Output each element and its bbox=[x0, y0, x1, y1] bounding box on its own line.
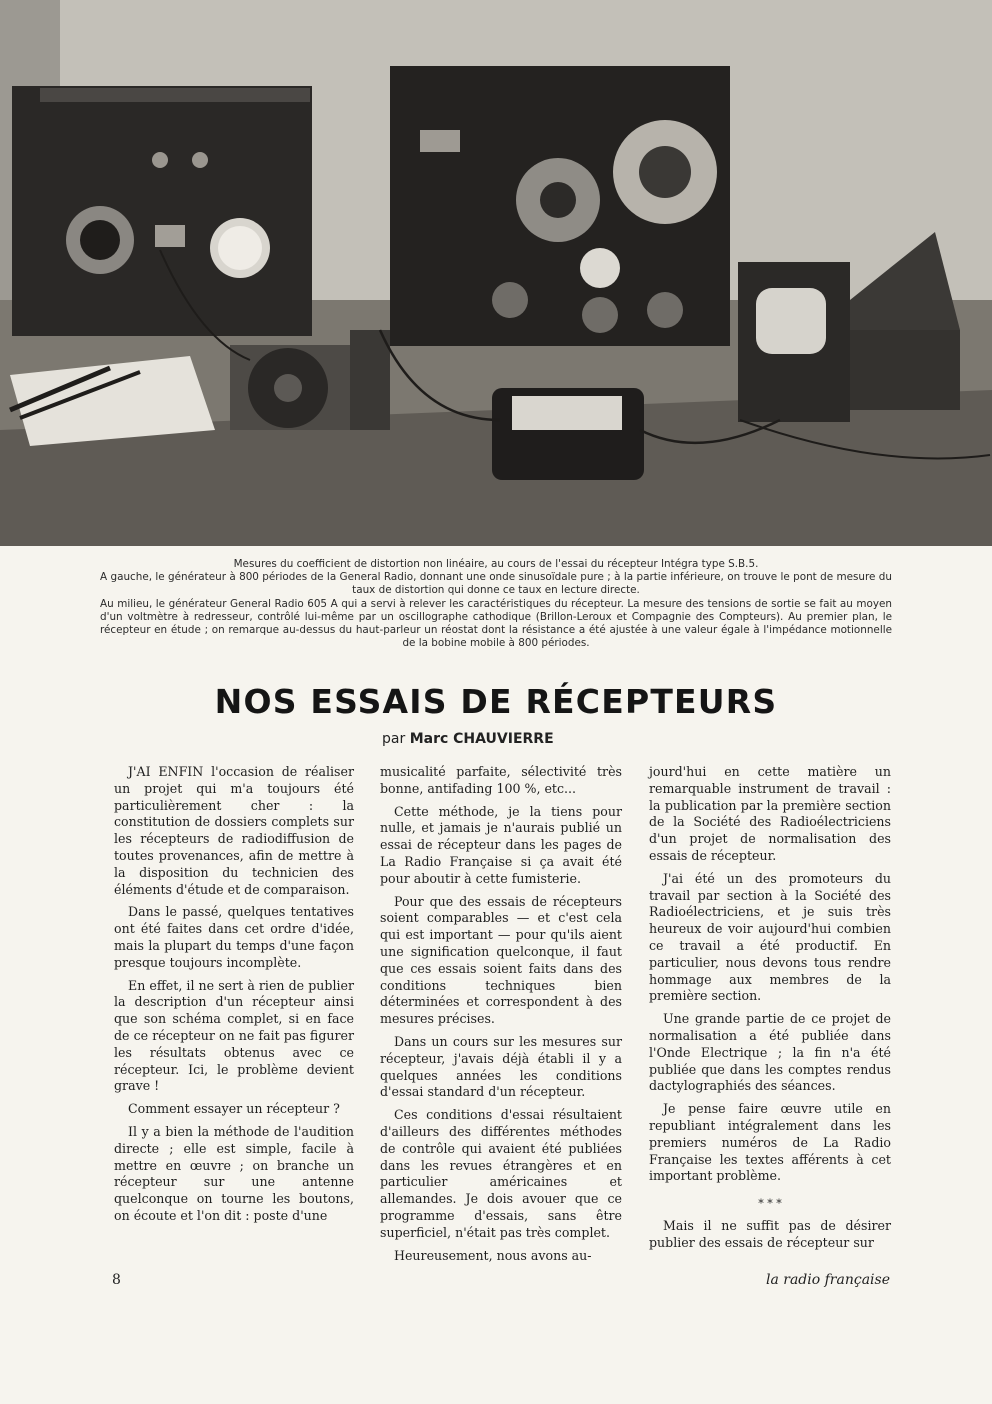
paragraph: musicalité parfaite, sélectivité très bonne, antifading 100 %, etc... bbox=[380, 764, 622, 796]
column-2 bbox=[380, 764, 622, 1270]
photo-caption bbox=[100, 558, 892, 650]
paragraph: Il y a bien la méthode de l'audition directe ; elle est simple, facile à mettre en œuvre ; on branche un récepteur sur une antenne quelconque on tourne les boutons, on écoute et l'on dit : poste d'une bbox=[114, 1123, 354, 1223]
column-1 bbox=[114, 764, 354, 1231]
paragraph: J'AI ENFIN l'occasion de réaliser un projet qui m'a toujours été particulièrement cher : la constitution de dossiers complets sur les récepteurs de radiodiffusion de toutes provenances, afin de mettre à la disposition du technicien des éléments d'étude et de comparaison. bbox=[114, 764, 354, 897]
article-title: NOS ESSAIS DE RÉCEPTEURS bbox=[214, 682, 778, 721]
paragraph: J'ai été un des promoteurs du travail par section à la Société des Radioélectriciens, et je suis très heureux de voir aujourd'hui combien ce travail a été productif. En particulier, nous devons tous rendre hommage aux membres de la première section. bbox=[649, 870, 891, 1004]
paragraph: Je pense faire œuvre utile en republiant intégralement dans les premiers numéros de La Radio Française les textes afférents à cet important problème. bbox=[649, 1101, 891, 1184]
author-name: Marc CHAUVIERRE bbox=[409, 731, 554, 747]
paragraph: Heureusement, nous avons au- bbox=[394, 1247, 592, 1263]
caption-paragraph-3: Au milieu, le générateur General Radio 605 A qui a servi à relever les caractéristiques du récepteur. La mesure des tensions de sortie se fait au moyen d'un voltmètre à redresseur, contrôlé lui-même par un oscillographe cathodique (Brillon-Leroux et Compagnie des Compteurs). Au premier plan, le récepteur en étude ; on remarque au-dessus du haut-parleur un réostat dont la résistance a été ajustée à une valeur égale à l'impédance motionnelle de la bobine mobile à 800 périodes. bbox=[100, 597, 892, 650]
laboratory-equipment-photo bbox=[0, 0, 992, 546]
paragraph: Dans le passé, quelques tentatives ont été faites dans cet ordre d'idée, mais la plupart du temps d'une façon presque toujours incomplète. bbox=[114, 904, 354, 970]
equipment-photo bbox=[0, 0, 992, 546]
paragraph: Pour que des essais de récepteurs soient comparables — et c'est cela qui est important — pour qu'ils aient une signification quelconque, il faut que ces essais soient faits dans des conditions techniques bien déterminées et correspondent à des mesures précises. bbox=[380, 893, 622, 1027]
paragraph: Cette méthode, je la tiens pour nulle, et jamais je n'aurais publié un essai de récepteur dans les pages de La Radio Française si ça avait été pour aboutir à cette fumisterie. bbox=[380, 803, 622, 886]
page-number: 8 bbox=[112, 1272, 121, 1288]
paragraph: En effet, il ne sert à rien de publier la description d'un récepteur ainsi que son schéma complet, si en face de ce récepteur on ne fait pas figurer les résultats obtenus avec ce récepteur. Ici, le problème devient grave ! bbox=[114, 977, 354, 1094]
publication-name: la radio française bbox=[765, 1272, 890, 1288]
paragraph: Une grande partie de ce projet de normalisation a été publiée dans l'Onde Electrique ; la fin n'a été publiée que dans les comptes rendus dactylographiés des séances. bbox=[649, 1011, 891, 1094]
paragraph: Dans un cours sur les mesures sur récepteur, j'avais déjà établi il y a quelques années les conditions d'essai standard d'un récepteur. bbox=[380, 1033, 622, 1100]
paragraph: Mais il ne suffit pas de désirer publier des essais de récepteur sur bbox=[649, 1218, 891, 1250]
paragraph: Comment essayer un récepteur ? bbox=[128, 1101, 340, 1117]
paragraph: Ces conditions d'essai résultaient d'ailleurs des différentes méthodes de contrôle qui avaient été publiées dans les revues étrangères et en particulier américaines et allemandes. Je dois avouer que ce programme d'essais, sans être superficiel, n'était pas très complet. bbox=[380, 1107, 622, 1240]
byline bbox=[382, 731, 782, 747]
paragraph: jourd'hui en cette matière un remarquable instrument de travail : la publication par la première section de la Société des Radioélectriciens d'un projet de normalisation des essais de récepteur. bbox=[649, 764, 891, 863]
byline-prefix: par bbox=[382, 731, 406, 747]
caption-line-1: Mesures du coefficient de distortion non linéaire, au cours de l'essai du récepteur Intégra type S.B.5. bbox=[233, 558, 759, 570]
section-separator: * * * bbox=[758, 1197, 782, 1211]
column-3 bbox=[649, 764, 891, 1258]
caption-paragraph-2: A gauche, le générateur à 800 périodes de la General Radio, donnant une onde sinusoïdale pure ; à la partie inférieure, on trouve le pont de mesure du taux de distortion qui donne ce taux en lecture directe. bbox=[100, 571, 892, 597]
article-body bbox=[0, 764, 992, 1304]
